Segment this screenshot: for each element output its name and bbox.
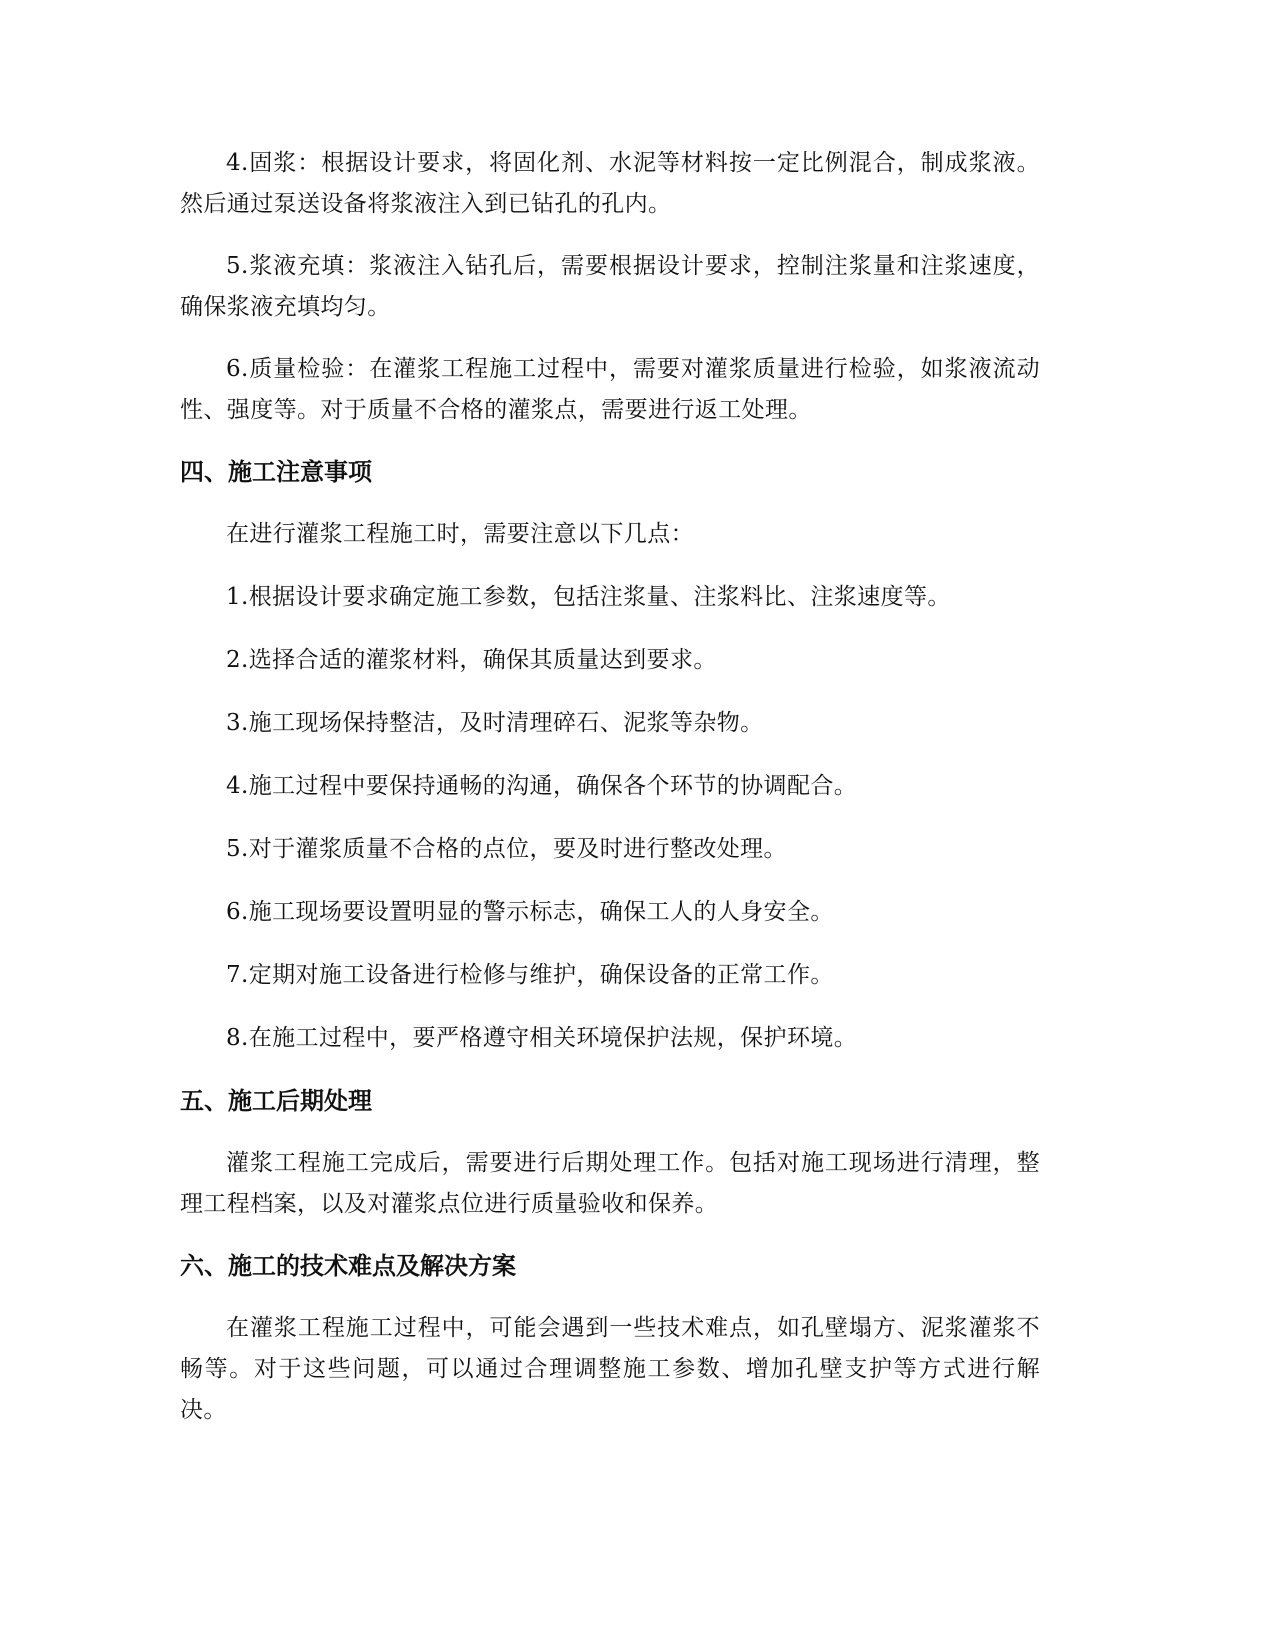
precaution-item: 7.定期对施工设备进行检修与维护，确保设备的正常工作。 [226, 962, 834, 988]
precaution-item: 6.施工现场要设置明显的警示标志，确保工人的人身安全。 [226, 899, 834, 925]
section-heading-precautions: 四、施工注意事项 [180, 458, 372, 486]
paragraph-grouting: 4.固浆：根据设计要求，将固化剂、水泥等材料按一定比例混合，制成浆液。然后通过泵送设备将浆液注入到已钻孔的孔内。 [180, 150, 1040, 217]
precaution-item: 8.在施工过程中，要严格遵守相关环境保护法规，保护环境。 [226, 1025, 858, 1051]
precaution-item: 2.选择合适的灌浆材料，确保其质量达到要求。 [226, 647, 717, 673]
precaution-item: 3.施工现场保持整洁，及时清理碎石、泥浆等杂物。 [226, 710, 764, 736]
precaution-item: 4.施工过程中要保持通畅的沟通，确保各个环节的协调配合。 [226, 773, 858, 799]
technical-difficulties-body: 在灌浆工程施工过程中，可能会遇到一些技术难点，如孔壁塌方、泥浆灌浆不畅等。对于这些问题，可以通过合理调整施工参数、增加孔壁支护等方式进行解决。 [180, 1315, 1040, 1423]
precautions-intro: 在进行灌浆工程施工时，需要注意以下几点： [226, 521, 694, 547]
precaution-item: 5.对于灌浆质量不合格的点位，要及时进行整改处理。 [226, 836, 787, 862]
paragraph-quality-inspection: 6.质量检验：在灌浆工程施工过程中，需要对灌浆质量进行检验，如浆液流动性、强度等。对于质量不合格的灌浆点，需要进行返工处理。 [180, 356, 1040, 423]
section-heading-post-processing: 五、施工后期处理 [180, 1087, 372, 1115]
document-body [180, 143, 1040, 1452]
paragraph-slurry-filling: 5.浆液充填：浆液注入钻孔后，需要根据设计要求，控制注浆量和注浆速度，确保浆液充填均匀。 [180, 253, 1040, 320]
precaution-item: 1.根据设计要求确定施工参数，包括注浆量、注浆料比、注浆速度等。 [226, 584, 951, 610]
section-heading-technical-difficulties: 六、施工的技术难点及解决方案 [180, 1252, 516, 1280]
post-processing-body: 灌浆工程施工完成后，需要进行后期处理工作。包括对施工现场进行清理，整理工程档案，以及对灌浆点位进行质量验收和保养。 [180, 1150, 1040, 1217]
